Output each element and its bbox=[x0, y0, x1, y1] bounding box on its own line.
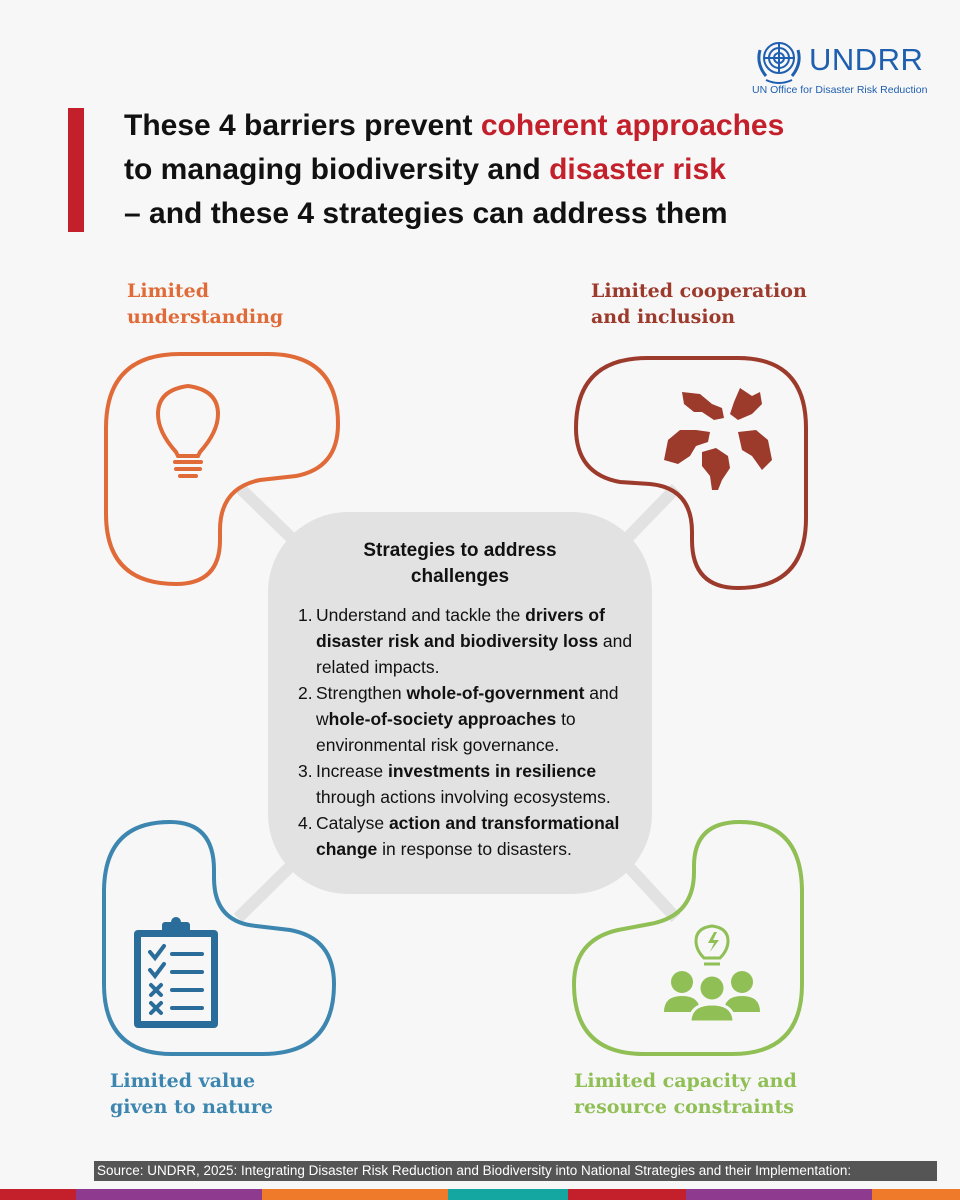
strategy-text: Catalyse bbox=[316, 813, 389, 833]
color-stripe-segment bbox=[262, 1189, 448, 1200]
barrier-label-line: Limited capacity and bbox=[574, 1070, 797, 1092]
title-part3: – and these 4 strategies can address them bbox=[124, 197, 728, 230]
strategy-text: Understand and tackle the bbox=[316, 605, 526, 625]
color-stripe-segment bbox=[872, 1189, 960, 1200]
strategy-text: Strengthen bbox=[316, 683, 407, 703]
source-caption: Source: UNDRR, 2025: Integrating Disaster Risk Reduction and Biodiversity into National Strategies and their Implementation: bbox=[94, 1161, 937, 1181]
barrier-label-line: given to nature bbox=[110, 1096, 273, 1118]
title-part2: to managing biodiversity and bbox=[124, 153, 550, 186]
strategy-text: and w bbox=[316, 683, 619, 729]
strategy-text: to environmental risk governance. bbox=[316, 709, 576, 755]
title-highlight2: disaster risk bbox=[549, 153, 726, 186]
strategy-text: Increase bbox=[316, 761, 388, 781]
strategy-bold-text: hole-of-society approaches bbox=[328, 709, 557, 729]
color-stripe-segment bbox=[0, 1189, 76, 1200]
strategies-title-line: Strategies to address bbox=[363, 540, 557, 561]
strategies-panel bbox=[268, 512, 652, 894]
strategy-item bbox=[298, 680, 643, 758]
strategy-number: 2. bbox=[298, 683, 313, 703]
strategy-item bbox=[298, 602, 643, 680]
logo-subtitle: UN Office for Disaster Risk Reduction bbox=[752, 84, 928, 96]
strategy-item bbox=[298, 810, 643, 862]
barrier-label-line: Limited value bbox=[110, 1070, 256, 1092]
strategy-number: 3. bbox=[298, 761, 313, 781]
strategies-list bbox=[298, 602, 643, 862]
strategy-text: and related impacts. bbox=[316, 631, 633, 677]
title-highlight1: coherent approaches bbox=[480, 109, 785, 142]
color-stripe-segment bbox=[568, 1189, 686, 1200]
color-stripe-segment bbox=[76, 1189, 262, 1200]
lightbulb-icon bbox=[158, 386, 218, 476]
barrier-label-line: understanding bbox=[127, 306, 284, 328]
barrier-label-line: Limited bbox=[127, 280, 210, 302]
hands-icon bbox=[664, 388, 772, 490]
strategy-text: in response to disasters. bbox=[377, 839, 572, 859]
color-stripe-segment bbox=[448, 1189, 568, 1200]
strategies-title-line: challenges bbox=[410, 566, 510, 587]
strategies-title bbox=[268, 538, 652, 590]
clipboard-checklist-icon bbox=[134, 917, 218, 1028]
strategy-bold-text: whole-of-government bbox=[406, 683, 585, 703]
people-idea-icon bbox=[664, 926, 760, 1022]
strategy-bold-text: investments in resilience bbox=[387, 761, 597, 781]
barrier-label-line: and inclusion bbox=[591, 306, 736, 328]
strategy-number: 1. bbox=[298, 605, 313, 625]
strategy-item bbox=[298, 758, 643, 810]
strategy-bold-text: action and transformational change bbox=[316, 813, 620, 859]
barrier-label-line: Limited cooperation bbox=[591, 280, 807, 302]
title-part1: These 4 barriers prevent bbox=[124, 109, 481, 142]
color-stripe-segment bbox=[686, 1189, 872, 1200]
strategy-bold-text: drivers of disaster risk and biodiversity loss bbox=[316, 605, 605, 651]
strategy-number: 4. bbox=[298, 813, 313, 833]
logo-acronym: UNDRR bbox=[809, 42, 924, 77]
barrier-label-line: resource constraints bbox=[574, 1096, 794, 1118]
strategy-text: through actions involving ecosystems. bbox=[316, 787, 611, 807]
